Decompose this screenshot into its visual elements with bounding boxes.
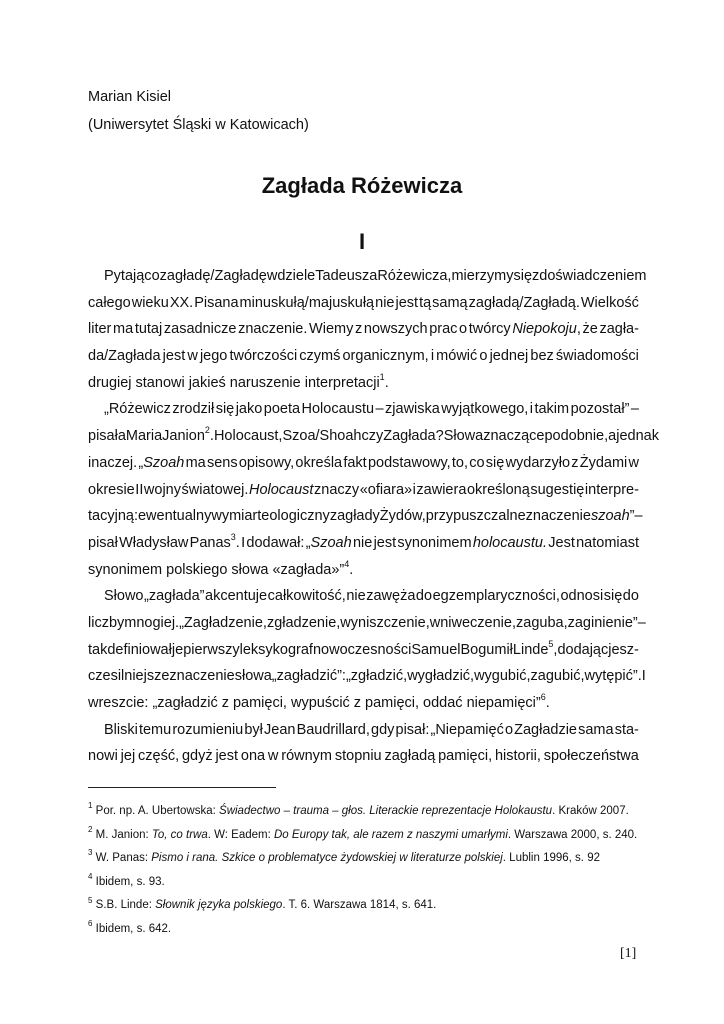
- author-affiliation: (Uniwersytet Śląski w Katowicach): [88, 117, 309, 133]
- footnote-divider: [88, 787, 276, 788]
- author-name: Marian Kisiel: [88, 89, 171, 105]
- section-heading: I: [358, 229, 366, 254]
- text-line: nowi jej część, gdyż jest ona w równym stopniu zagładą pamięci, historii, społeczeństwa: [88, 748, 639, 765]
- footnote: $^4$ Ibidem, s. 93.: [88, 871, 165, 888]
- page-number: [1]: [620, 946, 637, 961]
- footnote: $^5$ S.B. Linde: Słownik języka polskiego. T. 6. Warszawa 1814, s. 641.: [88, 895, 437, 912]
- text-line: synonimem polskiego słowa «zagłada»”$^4$.: [88, 558, 354, 578]
- article-title: Zagłada Różewicza: [261, 173, 463, 198]
- footnote: $^2$ M. Janion: To, co trwa. W: Eadem: Do Europy tak, ale razem z naszymi umarłymi. Warszawa 2000, s. 240.: [88, 824, 638, 841]
- footnote: $^6$ Ibidem, s. 642.: [88, 919, 172, 935]
- text-line: inaczej. „Szoah ma sens opisowy, określa fakt podstawowy, to, co się wydarzyło z Żydami w: [88, 454, 639, 471]
- text-line: cze silniejsze znaczenie słowa „zagładzić”: „zgładzić, wygładzić, wygubić, zagubić, wytępić”. I: [88, 668, 646, 685]
- footnotes: [88, 800, 648, 942]
- text-line: całego wieku XX. Pisana minuskułą/majuskułą nie jest tą samą zagładą/Zagładą. Wielkość: [88, 294, 639, 311]
- text-line: wreszcie: „zagładzić z pamięci, wypuścić z pamięci, oddać niepamięci”$^6$.: [88, 692, 550, 711]
- text-line: pisał Władysław Panas$^3$. I dodawał: „Szoah nie jest synonimem holocaustu. Jest natomiast: [88, 532, 639, 551]
- text-line: okresie II wojny światowej. Holocaust znaczy «ofiara» i zawiera określoną sugestię interpre-: [88, 481, 639, 498]
- text-line: Pytając o zagładę/Zagładę w dziele Tadeusza Różewicza, mierzymy się z doświadczeniem: [104, 268, 647, 284]
- article-body: [88, 263, 659, 770]
- text-line: tacyjną: ewentualny wymiar teologiczny zagłady Żydów, przypuszczalne znaczenie szoah” –: [88, 508, 643, 525]
- text-line: liczby mnogiej. „Zagładzenie, zgładzenie, wyniszczenie, wniweczenie, zaguba, zaginienie” –: [88, 614, 646, 631]
- text-line: pisała Maria Janion$^2$. Holocaust, Szoa/Shoah czy Zagłada? Słowa znaczące podobnie, a jednak: [88, 425, 659, 445]
- text-line: Bliski temu rozumieniu był Jean Baudrillard, gdy pisał: „Niepamięć o Zagładzie sama sta-: [104, 721, 639, 738]
- text-line: drugiej stanowi jakieś naruszenie interpretacji$^1$.: [88, 371, 389, 391]
- footnote: $^1$ Por. np. A. Ubertowska: Świadectwo – trauma – głos. Literackie reprezentacje Holokaustu. Kraków 2007.: [88, 801, 629, 817]
- text-line: liter ma tutaj zasadnicze znaczenie. Wiemy z nowszych prac o twórcy Niepokoju, że zagła-: [88, 321, 639, 338]
- text-line: „Różewicz zrodził się jako poeta Holocaustu – zjawiska wyjątkowego, i takim pozostał” –: [104, 401, 639, 418]
- text-line: Słowo „zagłada” akcentuje całkowitość, nie zawęża do egzemplaryczności, odnosi się do: [104, 588, 639, 605]
- text-line: da/Zagłada jest w jego twórczości czymś organicznym, i mówić o jednej bez świadomości: [88, 348, 639, 365]
- footnote: $^3$ W. Panas: Pismo i rana. Szkice o problematyce żydowskiej w literaturze polskiej. Lublin 1996, s. 92: [88, 848, 600, 865]
- text-line: tak definiował je pierwszy leksykograf nowoczesności Samuel Bogumił Linde$^5$, dodając jesz-: [88, 638, 639, 658]
